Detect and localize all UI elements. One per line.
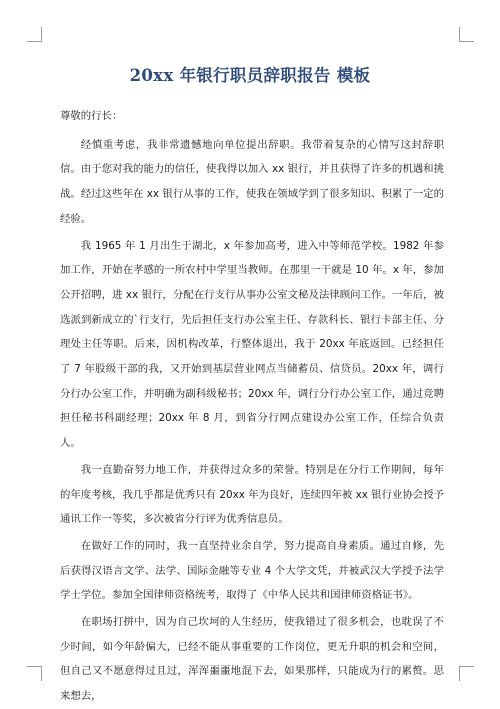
paragraph-4: 在做好工作的同时，我一直坚持业余自学，努力提高自身素质。通过自修，先后获得汉语言文学、法学、国际金融等专业 4 个大学文凭，并被武汉大学授予法学学士学位。参加全国律师资格统考，取得了《中华人民共和国律师资格证书》。 (60, 539, 444, 602)
paragraph-3: 我一直勤奋努力地工作，并获得过众多的荣誉。特别是在分行工作期间，每年的年度考核，我几乎都是优秀只有 20xx 年为良好，连续四年被 xx 银行业协会授予通讯工作一等奖，多次被省分行评为优秀信息员。 (60, 463, 444, 526)
corner-mark-bottom-left (27, 666, 42, 681)
document-title: 20xx 年银行职员辞职报告 模板 (129, 66, 371, 85)
corner-mark-bottom-right (459, 666, 474, 681)
paragraph-2: 我 1965 年 1 月出生于湖北，x 年参加高考，进入中等师范学校。1982 年参加工作，开始在孝感的一所农村中学里当教师。在那里一干就是 10 年。x 年，参加公开招聘，进 xx 银行，分配在行支行从事办公室文秘及法律顾问工作。一年后，被选派到新成立的`行支行，先后担任支行办公室主任、存款科长、银行卡部主任、分理处主任等职。后来，因机构改革，行整体退出，我于 20xx 年底返回。已经担任了 7 年股级干部的我，又开始到基层营业网点当储蓄员、信贷员。20xx 年，调行分行办公室工作，并明确为副科级秘书；20xx 年，调行分行办公室工作，通过竞聘担任秘书科副经理；20xx 年 8 月，到省分行网点建设办公室工作，任综合负责人。 (60, 239, 444, 450)
document-body (60, 104, 444, 709)
salutation: 尊敬的行长： (60, 110, 123, 122)
corner-mark-top-left (27, 27, 42, 42)
corner-mark-top-right (459, 27, 474, 42)
paragraph-1: 经慎重考虑，我非常遗憾地向单位提出辞职。我带着复杂的心情写这封辞职信。由于您对我的能力的信任，使我得以加入 xx 银行，并且获得了许多的机遇和挑战。经过这些年在 xx 银行从事的工作，使我在领域学到了很多知识、积累了一定的经验。 (60, 138, 444, 225)
paragraph-5: 在职场打拼中，因为自己坎坷的人生经历，使我错过了很多机会，也耽误了不少时间，如今年龄偏大，已经不能从事重要的工作岗位，更无升职的机会和空间，但自己又不愿意得过且过，浑浑噩噩地混下去，如果那样，只能成为行的累赘。思来想去， (60, 616, 444, 703)
